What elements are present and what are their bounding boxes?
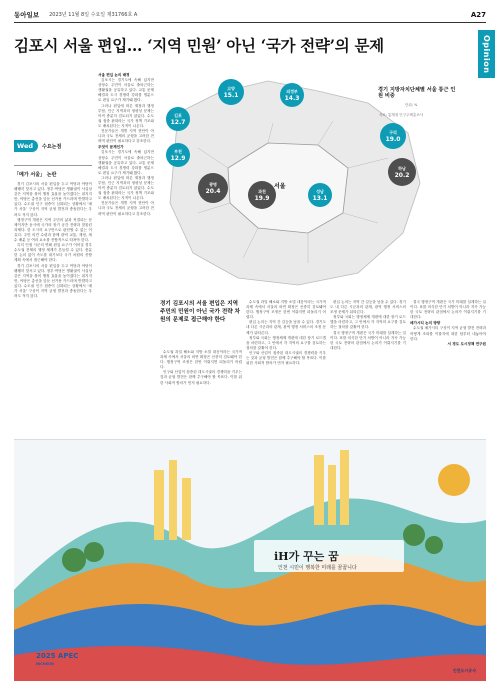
region-bubble bbox=[308, 183, 332, 207]
region-value: 13.1 bbox=[312, 195, 328, 202]
column-name: 「메가 서울」 논란 bbox=[14, 172, 57, 178]
region-name: 과천 bbox=[258, 189, 266, 194]
paragraph: 전문가들은 개별 지역 현안이 아니라 국토 전체의 균형을 고려한 전략적 판단이 필요하다고 강조한다. bbox=[98, 201, 154, 216]
opinion-tab bbox=[478, 30, 495, 78]
region-bubble bbox=[388, 158, 416, 186]
paragraph: 그러나 편입에 따른 재정과 행정 부담, 인근 지역과의 형평성 문제는 아직 충분히 검토되지 않았다. 수도권 집중 완화라는 국가 정책 기조와도 배치된다는 지적이 나온다. bbox=[98, 103, 154, 128]
region-bubble bbox=[166, 143, 190, 167]
dateline: 2023년 11월 8일 수요일 제31766호 A bbox=[49, 12, 138, 18]
article-column-1 bbox=[14, 182, 92, 427]
article-column-4 bbox=[246, 300, 326, 428]
apec-city: INCHEON bbox=[36, 662, 55, 666]
region-name: 김포 bbox=[174, 113, 182, 118]
region-value: 14.3 bbox=[284, 95, 300, 102]
region-name: 고양 bbox=[227, 86, 235, 91]
region-bubble bbox=[280, 83, 304, 107]
paragraph: 전문가들은 개별 지역 현안이 아니라 국토 전체의 균형을 고려한 전략적 판단이 필요하다고 강조한다. bbox=[98, 129, 154, 144]
subheading: 서울 편입 논의 배경 bbox=[98, 73, 130, 77]
wed-tag: Wed bbox=[14, 140, 38, 152]
region-bubble bbox=[380, 123, 406, 149]
paragraph: 편입 논의는 지역 간 갈등을 낳을 수 있다. 경기도 내 다른 시군과의 관계, 광역 행정 서비스의 조정 문제가 뒤따른다. bbox=[330, 300, 406, 315]
ad-illustration bbox=[14, 440, 486, 681]
pull-quote: 경기 김포시의 서울 편입은 지역 주민의 민원이 아닌 국가 전략 차원의 문제로 접근해야 한다 bbox=[160, 301, 240, 324]
paragraph: 편입 논의는 지역 간 갈등을 낳을 수 있다. 경기도 내 다른 시군과의 관계, 광역 행정 서비스의 조정 문제가 뒤따른다. bbox=[246, 320, 326, 335]
article-column-5 bbox=[330, 300, 406, 428]
paragraph: 인구와 산업이 집중된 대도시권의 경쟁력을 키우는 것과 균형 발전은 함께 추구해야 할 목표다. 이를 위한 사회적 합의가 먼저 필요하다. bbox=[160, 370, 242, 385]
region-bubble bbox=[198, 173, 228, 203]
paragraph: 정부와 국회는 행정체제 개편에 대한 장기 로드맵을 마련하고, 그 안에서 각 지역의 요구를 검토하는 절차를 갖춰야 한다. bbox=[246, 335, 326, 350]
headline: 김포시 서울 편입… ‘지역 민원’ 아닌 ‘국가 전략’의 문제 bbox=[14, 36, 384, 55]
article-column-3 bbox=[160, 350, 242, 428]
subheading: 무엇이 문제인가 bbox=[98, 145, 124, 150]
paragraph: 김포시는 경기도에 속해 있지만 상당수 주민이 서울로 출퇴근하는 생활권을 공유하고 있다. 교통 문제 해결과 도시 경쟁력 강화를 명분으로 편입 요구가 제기돼 왔다. bbox=[98, 78, 154, 103]
map-unit: 단위: % bbox=[405, 103, 418, 107]
byline: 서 경도 도시정책 연구원 bbox=[447, 341, 486, 346]
region-value: 12.9 bbox=[170, 155, 186, 162]
region-bubble bbox=[166, 107, 190, 131]
paragraph: 결국 행정구역 개편은 국가 미래를 설계하는 일이다. 표를 의식한 단기 처방이 아니라 지속 가능한 국토 전략의 관점에서 논의가 이뤄지기를 기대한다. bbox=[330, 330, 406, 350]
region-name: 광명 bbox=[209, 182, 217, 187]
paragraph: 결국 행정구역 개편은 국가 미래를 설계하는 일이다. 표를 의식한 단기 처방이 아니라 지속 가능한 국토 전략의 관점에서 논의가 이뤄지기를 기대한다. bbox=[410, 300, 486, 320]
article-column-6 bbox=[410, 300, 486, 428]
region-bubble bbox=[218, 79, 244, 105]
subheading: 메가시티 논의 방향 bbox=[410, 321, 441, 326]
header-rule bbox=[14, 22, 486, 23]
paragraph: 인구와 산업이 집중된 대도시권의 경쟁력을 키우는 것과 균형 발전은 함께 추구해야 할 목표다. 이를 위한 사회적 합의가 먼저 필요하다. bbox=[246, 350, 326, 366]
masthead: 동아일보 bbox=[14, 11, 40, 19]
paragraph: 정부와 국회는 행정체제 개편에 대한 장기 로드맵을 마련하고, 그 안에서 각 지역의 요구를 검토하는 절차를 갖춰야 한다. bbox=[330, 315, 406, 330]
paragraph: 수도권 과밀 해소와 지방 소멸 대응이라는 국가적 과제 속에서 서울의 외연 확장은 신중히 검토돼야 한다. 행정구역 조정은 한번 이뤄지면 되돌리기 어렵다. bbox=[160, 350, 242, 370]
paragraph: 행정구역 개편은 지역 주민의 삶과 직결되는 문제이지만 동시에 국가의 장기 공간 전략과 맞물린 과제다. 한 도시의 요구만으로 판단할 수 없는 이유다. 주민 의견 수렴과 함께 광역 교통, 재정, 세수 배분 등 여러 요소를 종합적으로 따져야 한다. bbox=[14, 217, 92, 243]
paragraph: 특히 인접 시군의 연쇄 편입 요구가 이어질 경우 수도권 전체의 행정 체계가 흔들릴 수 있다. 충분한 논의 없이 속도를 내기보다 국가 차원의 종합 계획 속에서 접근해야 한다. bbox=[14, 243, 92, 263]
commute-map bbox=[158, 73, 458, 293]
region-value: 19.9 bbox=[254, 195, 270, 202]
region-name: 하남 bbox=[398, 166, 406, 171]
paragraph: 김포시는 경기도에 속해 있지만 상당수 주민이 서울로 출퇴근하는 생활권을 공유하고 있다. 교통 문제 해결과 도시 경쟁력 강화를 명분으로 편입 요구가 제기돼 왔다. bbox=[98, 150, 154, 175]
region-value: 15.1 bbox=[223, 92, 239, 99]
region-value: 19.0 bbox=[385, 136, 401, 143]
ad-subtitle: 인천 시민이 행복한 미래를 꿈꿉니다 bbox=[278, 565, 357, 571]
paragraph: 수도권 과밀 해소와 지방 소멸 대응이라는 국가적 과제 속에서 서울의 외연 확장은 신중히 검토돼야 한다. 행정구역 조정은 한번 이뤄지면 되돌리기 어렵다. bbox=[246, 300, 326, 320]
page-header bbox=[14, 9, 486, 20]
region-name: 부천 bbox=[174, 149, 182, 154]
region-name: 의정부 bbox=[286, 89, 298, 94]
column-badge bbox=[14, 135, 92, 157]
column-rule bbox=[14, 165, 92, 166]
page-number: A27 bbox=[470, 10, 486, 19]
region-value: 20.2 bbox=[394, 172, 410, 179]
paragraph: 그러나 편입에 따른 재정과 행정 부담, 인근 지역과의 형평성 문제는 아직 충분히 검토되지 않았다. 수도권 집중 완화라는 국가 정책 기조와도 배치된다는 지적이 나온다. bbox=[98, 175, 154, 201]
seoul-label: 서울 bbox=[274, 183, 286, 190]
ad-slogan: iH가 꾸는 꿈 bbox=[274, 550, 339, 563]
ad-sponsor: 인천도시공사 bbox=[452, 668, 476, 673]
paragraph: 경기 김포시의 서울 편입을 두고 여당과 야당이 팽팽히 맞서고 있다. 정부·여당은 생활권이 사실상 같은 지역을 묶어 행정 효율을 높이겠다는 취지지만, 야당은 총선을 앞둔 선거용 카드라며 반발하고 있다. 수도권 인구 집중이 심화되는 상황에서 ‘메가 서울’ 구상이 지역 균형 발전과 충돌한다는 우려도 적지 않다. bbox=[14, 263, 92, 299]
region-value: 20.4 bbox=[205, 188, 221, 195]
region-value: 12.7 bbox=[170, 119, 186, 126]
region-bubble bbox=[248, 181, 276, 209]
ad-sun bbox=[438, 464, 470, 496]
wed-label: 수요논점 bbox=[42, 143, 62, 150]
paragraph: 경기 김포시의 서울 편입을 두고 여당과 야당이 팽팽히 맞서고 있다. 정부·여당은 생활권이 사실상 같은 지역을 묶어 행정 효율을 높이겠다는 취지지만, 야당은 총선을 앞둔 선거용 카드라며 반발하고 있다. 수도권 인구 집중이 심화되는 상황에서 ‘메가 서울’ 구상이 지역 균형 발전과 충돌한다는 우려도 적지 않다. bbox=[14, 182, 92, 217]
apec-event: 2025 APEC bbox=[36, 652, 79, 660]
advertisement bbox=[14, 439, 486, 681]
paragraph: 수도권 메가시티 구상이 지역 균형 발전 전략과 어떻게 조화를 이룰지에 대한 답부터 내놓아야 한다. bbox=[410, 326, 486, 341]
apec-logo bbox=[36, 652, 78, 668]
article-column-2 bbox=[98, 72, 154, 428]
map-source: 자료: 통계청 인구주택총조사 bbox=[379, 113, 423, 117]
section-label: Opinion bbox=[482, 34, 491, 74]
region-name: 구리 bbox=[389, 130, 397, 135]
region-name: 성남 bbox=[316, 189, 324, 194]
map-title: 경기 지방자치단체별 서울 통근 인원 비중 bbox=[378, 87, 456, 100]
